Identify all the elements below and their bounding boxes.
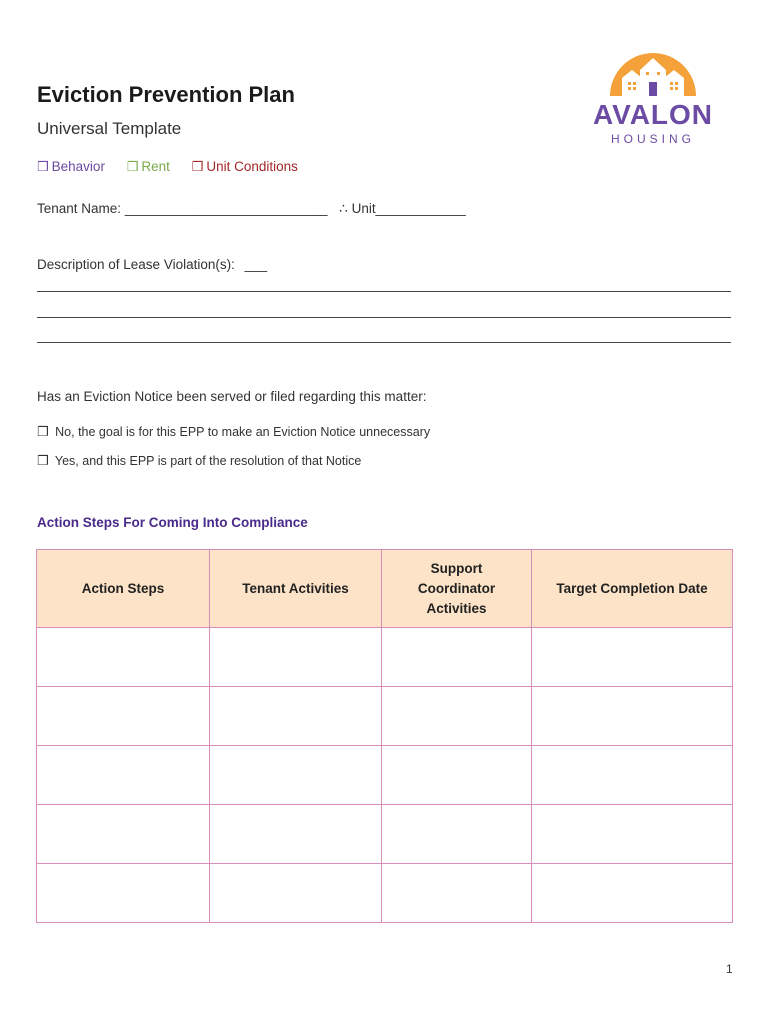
action-steps-heading: Action Steps For Coming Into Compliance [37,515,308,530]
tenant-name-field[interactable]: ___________________________ [124,201,328,216]
table-row [37,805,733,864]
eviction-option-yes[interactable] [37,454,361,469]
table-cell[interactable] [532,687,733,746]
table-cell[interactable] [532,746,733,805]
table-body [37,628,733,923]
separator-icon: ∴ [339,201,348,216]
violation-categories [37,159,316,175]
column-header: Tenant Activities [210,550,382,628]
table-row [37,746,733,805]
category-label: Unit Conditions [206,159,298,174]
table-cell[interactable] [382,687,532,746]
description-line-2[interactable] [37,317,731,318]
eviction-option-no[interactable] [37,425,430,440]
table-cell[interactable] [37,805,210,864]
checkbox-icon[interactable]: ❒ [126,160,139,175]
table-cell[interactable] [532,864,733,923]
option-label: Yes, and this EPP is part of the resolution of that Notice [54,454,362,468]
checkbox-icon[interactable]: ❒ [191,160,204,175]
table-header-row [37,550,733,628]
table-cell[interactable] [37,864,210,923]
table-cell[interactable] [210,746,382,805]
unit-label: Unit [351,201,376,216]
table-cell[interactable] [210,864,382,923]
checkbox-icon[interactable]: ❒ [37,454,49,469]
option-label: No, the goal is for this EPP to make an Eviction Notice unnecessary [55,425,431,439]
page-subtitle: Universal Template [37,119,182,138]
checkbox-icon[interactable]: ❒ [37,425,49,440]
avalon-housing-logo [578,44,728,154]
svg-text:AVALON: AVALON [592,99,714,130]
table-cell[interactable] [382,746,532,805]
page-title: Eviction Prevention Plan [37,82,295,107]
eviction-notice-question: Has an Eviction Notice been served or filed regarding this matter: [37,389,427,404]
table-cell[interactable] [382,805,532,864]
category-label: Behavior [51,159,105,174]
table-cell[interactable] [210,687,382,746]
action-steps-table [36,549,733,923]
table-cell[interactable] [382,864,532,923]
lease-violation-line [37,257,267,272]
table-cell[interactable] [37,687,210,746]
column-header: Action Steps [37,550,210,628]
svg-text:HOUSING: HOUSING [610,132,696,146]
description-line-1[interactable] [37,291,731,292]
unit-field[interactable]: ____________ [375,201,466,216]
table-cell[interactable] [37,628,210,687]
lease-violation-label: Description of Lease Violation(s): [37,257,235,272]
page-number: 1 [726,962,733,976]
category-unit-conditions[interactable] [192,159,298,174]
table-cell[interactable] [532,628,733,687]
lease-violation-field[interactable]: ___ [244,257,268,272]
table-cell[interactable] [210,628,382,687]
category-behavior[interactable] [37,159,109,174]
table-row [37,628,733,687]
table-cell[interactable] [382,628,532,687]
checkbox-icon[interactable]: ❒ [37,160,49,175]
table-row [37,864,733,923]
column-header: Support Coordinator Activities [382,550,532,628]
column-header: Target Completion Date [532,550,733,628]
table-cell[interactable] [210,805,382,864]
description-line-3[interactable] [37,342,731,343]
tenant-info-line [37,201,466,217]
category-label: Rent [141,159,170,174]
category-rent[interactable] [127,159,174,174]
table-cell[interactable] [532,805,733,864]
table-cell[interactable] [37,746,210,805]
table-row [37,687,733,746]
tenant-name-label: Tenant Name: [37,201,122,216]
